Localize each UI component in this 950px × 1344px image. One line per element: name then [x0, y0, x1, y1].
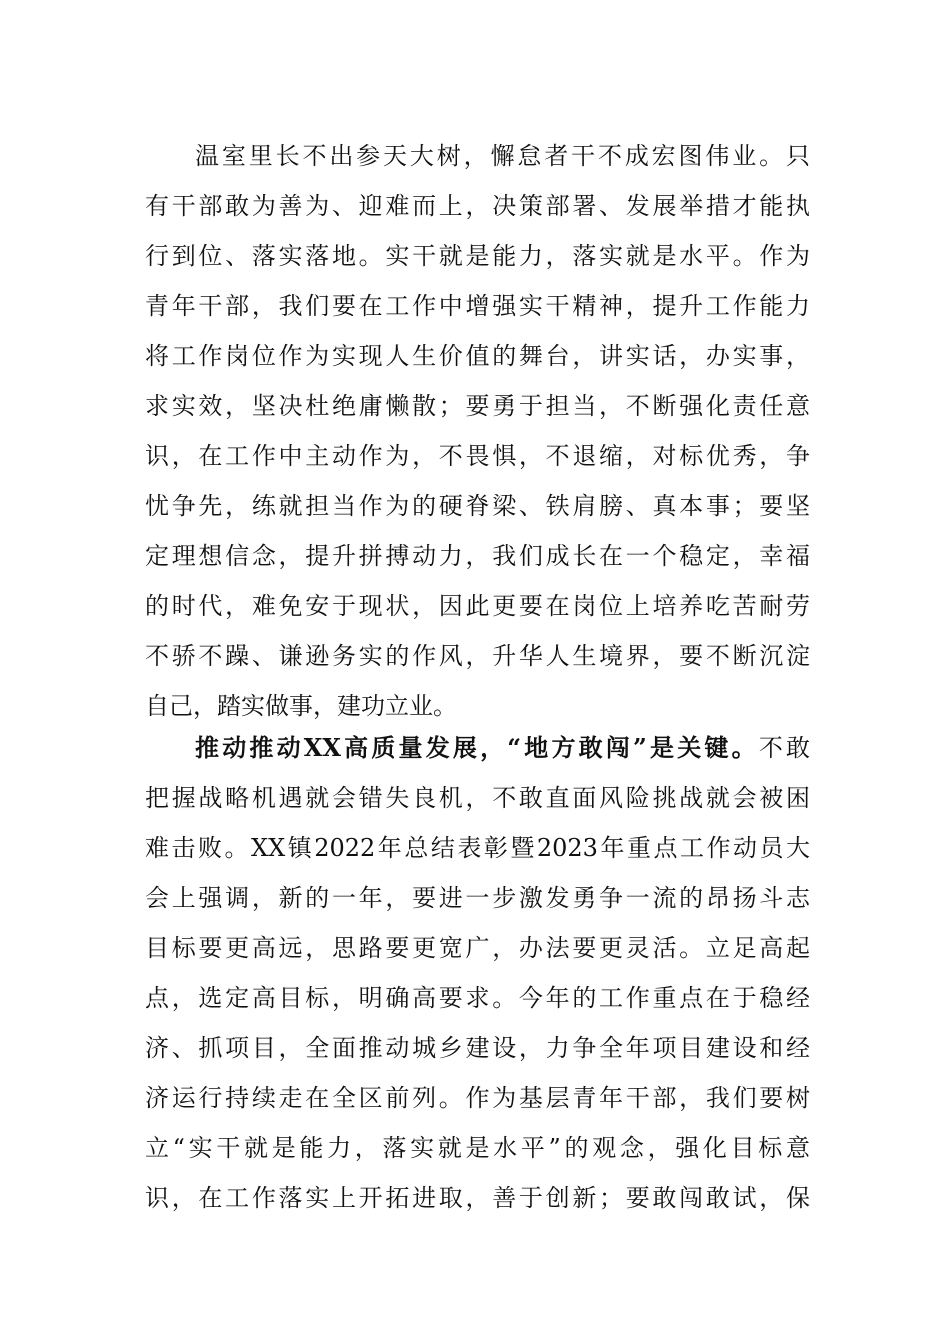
paragraph-1-line: 温室里长不出参天大树，懈怠者干不成宏图伟业。只	[195, 142, 810, 170]
paragraph-1-line: 有干部敢为善为、迎难而上，决策部署、发展举措才能执	[145, 192, 810, 220]
paragraph-2-heading: 推动推动XX高质量发展，“地方敢闯”是关键。	[195, 733, 759, 762]
paragraph-1-line: 不骄不躁、谦逊务实的作风，升华人生境界，要不断沉淀	[145, 642, 810, 670]
paragraph-2-line: 点，选定高目标，明确高要求。今年的工作重点在于稳经	[145, 984, 810, 1012]
paragraph-2-line: 会上强调，新的一年，要进一步激发勇争一流的昂扬斗志	[145, 884, 810, 912]
paragraph-1-line: 定理想信念，提升拼搏动力，我们成长在一个稳定，幸福	[145, 542, 810, 570]
paragraph-2-line: 立“实干就是能力，落实就是水平”的观念，强化目标意	[145, 1134, 810, 1162]
paragraph-1-line: 识，在工作中主动作为，不畏惧，不退缩，对标优秀，争	[145, 442, 810, 470]
paragraph-2-line: 目标要更高远，思路要更宽广，办法要更灵活。立足高起	[145, 934, 810, 962]
paragraph-2-line: 济、抓项目，全面推动城乡建设，力争全年项目建设和经	[145, 1034, 810, 1062]
paragraph-1-line: 忧争先，练就担当作为的硬脊梁、铁肩膀、真本事；要坚	[145, 492, 810, 520]
paragraph-2-line: 难击败。XX镇2022年总结表彰暨2023年重点工作动员大	[145, 834, 810, 862]
paragraph-2-line: 把握战略机遇就会错失良机，不敢直面风险挑战就会被困	[145, 784, 810, 812]
paragraph-2-line: 济运行持续走在全区前列。作为基层青年干部，我们要树	[145, 1084, 810, 1112]
paragraph-1-line: 自己，踏实做事，建功立业。	[145, 692, 457, 720]
paragraph-2	[145, 723, 810, 1223]
paragraph-1	[145, 131, 810, 731]
paragraph-2-line: 识，在工作落实上开拓进取，善于创新；要敢闯敢试，保	[145, 1184, 810, 1212]
paragraph-1-line: 将工作岗位作为实现人生价值的舞台，讲实话，办实事，	[145, 342, 810, 370]
paragraph-1-line: 青年干部，我们要在工作中增强实干精神，提升工作能力	[145, 292, 810, 320]
paragraph-1-line: 的时代，难免安于现状，因此更要在岗位上培养吃苦耐劳	[145, 592, 810, 620]
paragraph-2-first-line-rest: 不敢	[758, 734, 811, 762]
paragraph-2-first-line	[145, 723, 810, 773]
paragraph-1-line: 求实效，坚决杜绝庸懒散；要勇于担当，不断强化责任意	[145, 392, 810, 420]
paragraph-1-line: 行到位、落实落地。实干就是能力，落实就是水平。作为	[145, 242, 810, 270]
